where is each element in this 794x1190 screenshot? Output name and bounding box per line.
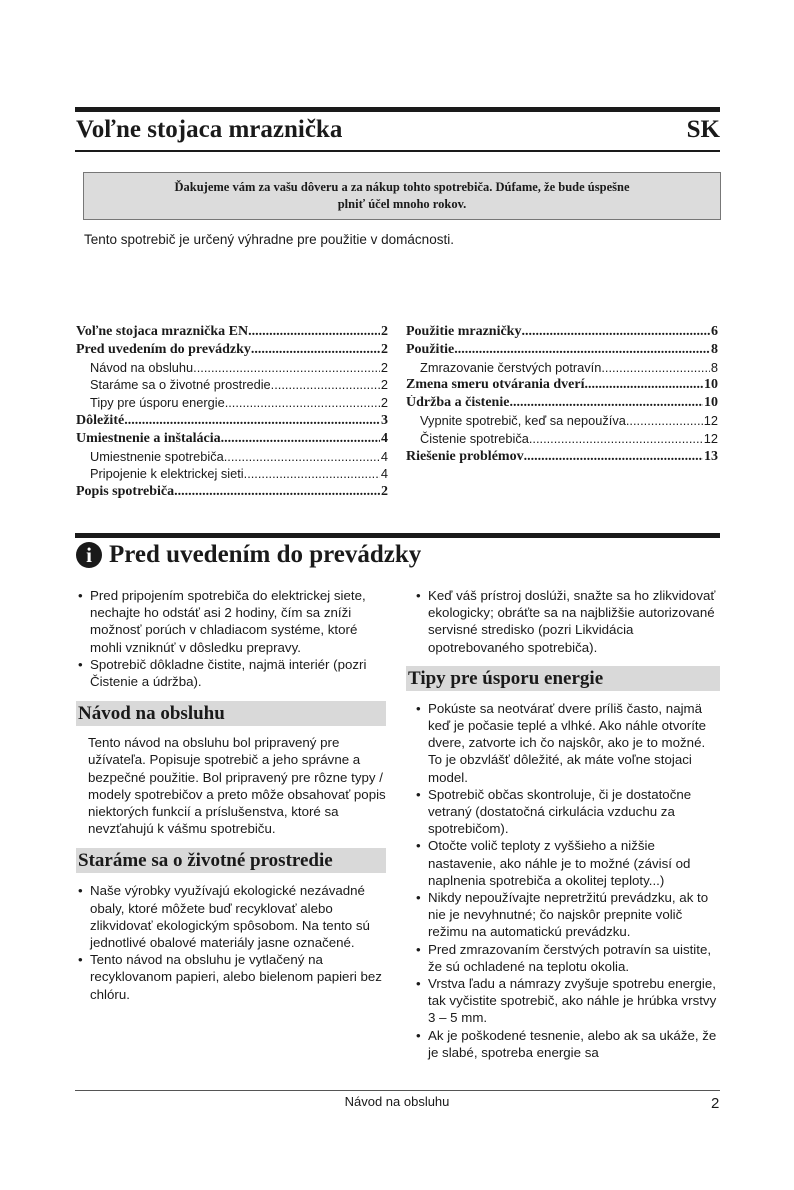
toc-entry-page: 10 [704, 395, 718, 411]
toc-entry-label: Umiestnenie a inštalácia [76, 430, 221, 446]
toc-leader-dots [524, 449, 703, 465]
toc-entry-label: Staráme sa o životné prostredie [90, 377, 271, 393]
toc-entry [76, 324, 388, 342]
toc-entry-label: Umiestnenie spotrebiča [90, 448, 224, 464]
environment-bullet-list [76, 882, 386, 1002]
toc-leader-dots [221, 431, 380, 447]
toc-leader-dots [521, 324, 710, 340]
toc-leader-dots [244, 466, 380, 481]
toc-leader-dots [454, 342, 710, 358]
info-icon: i [76, 542, 102, 568]
footer-text: Návod na obsluhu [344, 1094, 450, 1109]
list-item: • Spotrebič dôkladne čistite, najmä interiér (pozri Čistenie a údržba). [78, 656, 386, 690]
list-item: • Otočte volič teploty z vyššieho a nižšie nastavenie, ako náhle je to možné (závisí od naplnenia spotrebiča a okolitej teploty...) [416, 837, 720, 889]
toc-leader-dots [174, 484, 380, 500]
header-bottom-rule [75, 150, 720, 152]
usage-note: Tento spotrebič je určený výhradne pre použitie v domácnosti. [84, 232, 454, 247]
list-item: • Keď váš prístroj doslúži, snažte sa ho zlikvidovať ekologicky; obráťte sa na najbližšie autorizované servisné stredisko (pozri Likvidácia opotrebovaného spotrebiča). [416, 587, 720, 656]
toc-entry-page: 12 [703, 430, 718, 446]
toc-entry-page: 13 [704, 448, 718, 464]
toc-entry [76, 342, 388, 360]
toc-entry-page: 2 [381, 324, 388, 339]
toc-entry-page: 4 [381, 430, 388, 446]
intro-box [83, 172, 721, 220]
toc-entry-page: 4 [380, 466, 388, 482]
toc-entry [76, 484, 388, 502]
footer-rule [75, 1090, 720, 1091]
toc-leader-dots [509, 395, 703, 411]
toc-entry-label: Údržba a čistenie [406, 395, 510, 411]
list-item: • Tento návod na obsluhu je vytlačený na recyklovanom papieri, alebo bielenom papieri bez chlóru. [78, 951, 386, 1003]
section-heading [76, 541, 421, 569]
toc-entry-label: Voľne stojaca mraznička EN [76, 324, 249, 339]
list-item: • Pokúste sa neotvárať dvere príliš často, najmä keď je počasie teplé a vlhké. Ako náhle otvoríte dvere, zatvorte ich čo najskôr, ako je to možné. To je obzvlášť dôležité, ak máte voľne stojaci model. [416, 700, 720, 786]
toc-entry [76, 431, 388, 449]
energy-heading: Tipy pre úsporu energie [406, 666, 720, 691]
toc-entry [406, 395, 718, 413]
energy-bullet-list [414, 700, 720, 1061]
list-item: • Vrstva ľadu a námrazy zvyšuje spotrebu energie, tak vyčistite spotrebič, ako náhle je hrúbka vrstvy 3 – 5 mm. [416, 975, 720, 1027]
header [76, 116, 720, 144]
header-top-rule [75, 107, 720, 112]
toc-entry [406, 324, 718, 342]
toc-right-column [406, 324, 718, 466]
toc-entry-page: 6 [711, 324, 718, 339]
toc-entry-page: 2 [380, 377, 388, 393]
toc-entry [406, 449, 718, 467]
toc-entry-page: 2 [380, 395, 388, 411]
manual-text: Tento návod na obsluhu bol pripravený pre užívateľa. Popisuje spotrebič a jeho správne a bezpečné použitie. Bol pripravený pre rôzne typy / modely spotrebičov a preto môže obsahovať popis niektorých funkcií a príslušenstva, ktoré sa nevzťahujú k vášmu spotrebiču. [88, 735, 386, 837]
toc-left-column [76, 324, 388, 502]
list-item: • Pred zmrazovaním čerstvých potravín sa uistite, že sú ochladené na teplotu okolia. [416, 941, 720, 975]
toc-entry-label: Tipy pre úsporu energie [90, 395, 225, 411]
toc-entry-page: 4 [380, 448, 388, 464]
toc-leader-dots [251, 342, 380, 358]
toc-entry [76, 360, 388, 378]
toc-entry-page: 8 [711, 341, 718, 357]
toc-entry [76, 449, 388, 467]
list-item: • Naše výrobky využívajú ekologické nezávadné obaly, ktoré môžete buď recyklovať alebo zlikvidovať ekologickým spôsobom. Na tento sú jednotlivé obalové materiály jasne označené. [78, 882, 386, 951]
toc-entry-page: 2 [380, 359, 388, 375]
list-item: • Nikdy nepoužívajte nepretržitú prevádzku, ak to nie je nevyhnutné; čo najskôr prepnite volič režimu na automatickú prevádzku. [416, 889, 720, 941]
toc-leader-dots [225, 395, 380, 410]
toc-entry-label: Pripojenie k elektrickej sieti [90, 466, 244, 482]
toc-leader-dots [248, 324, 380, 340]
toc-entry [76, 377, 388, 395]
toc-entry-label: Zmrazovanie čerstvých potravín [420, 359, 602, 375]
left-bullet-list [76, 587, 386, 690]
toc-leader-dots [193, 360, 380, 375]
left-column [76, 587, 386, 1003]
toc-leader-dots [626, 413, 703, 428]
toc-entry [406, 377, 718, 395]
toc-leader-dots [224, 449, 380, 464]
toc-entry-label: Použitie [406, 341, 455, 357]
toc-entry-page: 3 [381, 412, 388, 428]
page-number: 2 [711, 1095, 720, 1112]
toc-entry [76, 395, 388, 413]
toc-entry-label: Návod na obsluhu [90, 359, 194, 375]
toc-entry [76, 466, 388, 484]
toc-entry-page: 12 [703, 412, 718, 428]
toc-entry [406, 360, 718, 378]
toc-entry [76, 413, 388, 431]
toc-leader-dots [601, 360, 710, 375]
toc-entry-label: Čistenie spotrebiča [420, 430, 529, 446]
toc-entry [406, 413, 718, 431]
list-item: • Pred pripojením spotrebiča do elektrickej siete, nechajte ho odstáť asi 2 hodiny, čím sa zníži možnosť porúch v chladiacom systéme, ktoré mohli vzniknúť v dôsledku prepravy. [78, 587, 386, 656]
toc-leader-dots [124, 413, 380, 429]
toc-entry-page: 2 [381, 341, 388, 357]
toc-entry [406, 431, 718, 449]
intro-line-1: Ďakujeme vám za vašu dôveru a za nákup tohto spotrebiča. Dúfame, že bude úspešne [174, 180, 630, 194]
section-rule [75, 533, 720, 538]
toc-entry-page: 10 [704, 377, 718, 393]
page-title: Voľne stojaca mraznička [76, 116, 343, 143]
toc-entry-page: 8 [710, 359, 718, 375]
toc-entry-label: Vypnite spotrebič, keď sa nepoužíva [420, 412, 626, 428]
intro-line-2: plniť účel mnoho rokov. [337, 197, 467, 211]
right-bullet-list [414, 587, 720, 656]
toc-leader-dots [529, 431, 703, 446]
toc-entry-page: 2 [381, 484, 388, 500]
toc-entry-label: Pred uvedením do prevádzky [76, 341, 251, 357]
toc-entry-label: Popis spotrebiča [76, 484, 175, 500]
toc-entry-label: Použitie mrazničky [406, 324, 522, 339]
list-item: • Spotrebič občas skontroluje, či je dostatočne vetraný (dostatočná cirkulácia vzduchu za spotrebičom). [416, 786, 720, 838]
section-title: Pred uvedením do prevádzky [109, 541, 422, 568]
language-code: SK [686, 116, 720, 143]
environment-heading: Staráme sa o životné prostredie [76, 848, 386, 873]
toc-entry-label: Zmena smeru otvárania dverí [406, 377, 585, 393]
toc-leader-dots [271, 377, 380, 392]
list-item: • Ak je poškodené tesnenie, alebo ak sa ukáže, že je slabé, spotreba energie sa [416, 1027, 720, 1061]
manual-heading: Návod na obsluhu [76, 701, 386, 726]
toc-entry-label: Riešenie problémov [406, 448, 524, 464]
toc-entry [406, 342, 718, 360]
toc-entry-label: Dôležité [76, 412, 125, 428]
toc-leader-dots [584, 377, 703, 393]
right-column [406, 587, 720, 1061]
